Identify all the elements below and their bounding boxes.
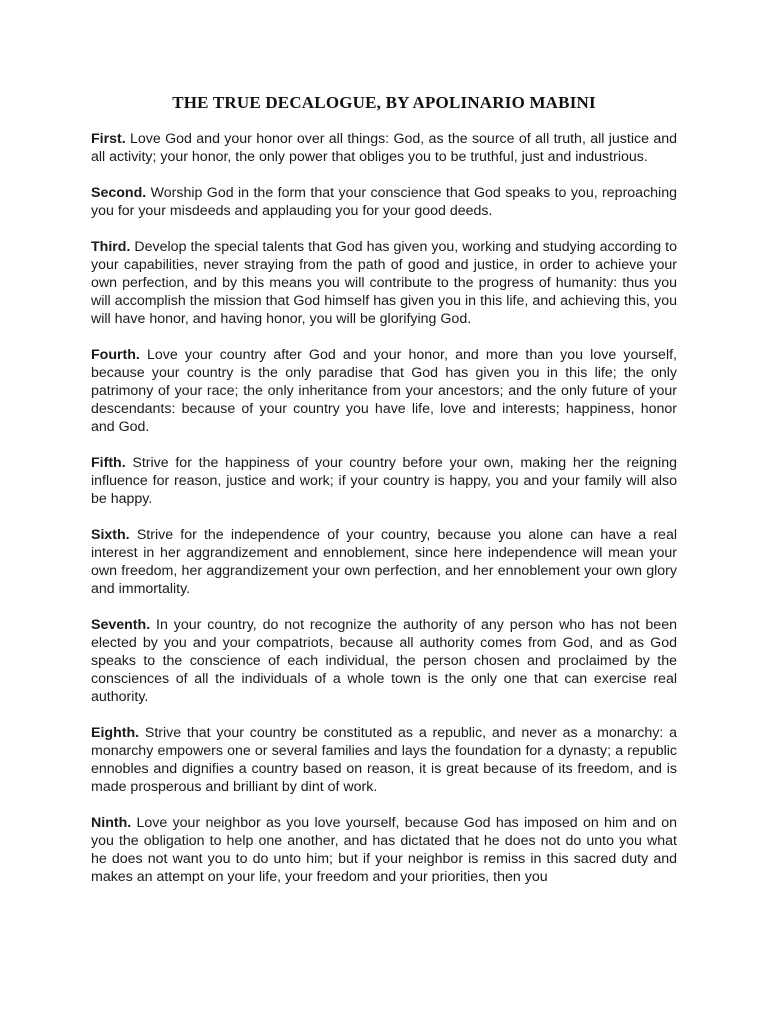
paragraph-third <box>91 238 677 328</box>
paragraph-label: Second. <box>91 185 147 201</box>
paragraph-ninth <box>91 814 677 886</box>
paragraph-first <box>91 130 677 166</box>
paragraph-label: First. <box>91 131 126 147</box>
paragraph-label: Eighth. <box>91 725 140 741</box>
document-title: THE TRUE DECALOGUE, BY APOLINARIO MABINI <box>172 93 596 112</box>
paragraph-fifth <box>91 454 677 508</box>
paragraph-text: Strive for the happiness of your country before your own, making her the reigning influence for reason, justice and work; if your country is happy, you and your family will also be happy. <box>91 455 677 507</box>
paragraph-text: Strive for the independence of your country, because you alone can have a real interest in her aggrandizement and ennoblement, since here independence will mean your own freedom, her aggrandizement your own perfection, and her ennoblement your own glory and immortality. <box>91 527 677 597</box>
paragraph-sixth <box>91 526 677 598</box>
paragraph-label: Third. <box>91 239 131 255</box>
paragraph-second <box>91 184 677 220</box>
paragraph-label: Seventh. <box>91 617 151 633</box>
paragraph-text: Love God and your honor over all things: God, as the source of all truth, all justice and all activity; your honor, the only power that obliges you to be truthful, just and industrious. <box>91 131 677 165</box>
paragraph-label: Fourth. <box>91 347 140 363</box>
paragraph-seventh <box>91 616 677 706</box>
paragraph-text: Love your country after God and your honor, and more than you love yourself, because your country is the only paradise that God has given you in this life; the only patrimony of your race; the only inheritance from your ancestors; and the only future of your descendants: because of your country you have life, love and interests; happiness, honor and God. <box>91 347 677 435</box>
paragraph-label: Ninth. <box>91 815 132 831</box>
paragraph-text: Develop the special talents that God has given you, working and studying according to your capabilities, never straying from the path of good and justice, in order to achieve your own perfection, and by this means you will contribute to the progress of humanity: thus you will accomplish the mission that God himself has given you in this life, and achieving this, you will have honor, and having honor, you will be glorifying God. <box>91 239 677 327</box>
paragraph-eighth <box>91 724 677 796</box>
paragraph-label: Fifth. <box>91 455 126 471</box>
paragraph-fourth <box>91 346 677 436</box>
paragraph-text: In your country, do not recognize the authority of any person who has not been elected by you and your compatriots, because all authority comes from God, and as God speaks to the conscience of each individual, the person chosen and proclaimed by the consciences of all the individuals of a whole town is the only one that can exercise real authority. <box>91 617 677 705</box>
paragraph-text: Strive that your country be constituted as a republic, and never as a monarchy: a monarchy empowers one or several families and lays the foundation for a dynasty; a republic ennobles and dignifies a country based on reason, it is great because of its freedom, and is made prosperous and brilliant by dint of work. <box>91 725 677 795</box>
paragraph-text: Worship God in the form that your conscience that God speaks to you, reproaching you for your misdeeds and applauding you for your good deeds. <box>91 185 677 219</box>
document-body <box>91 130 677 904</box>
paragraph-label: Sixth. <box>91 527 130 543</box>
paragraph-text: Love your neighbor as you love yourself, because God has imposed on him and on you the obligation to help one another, and has dictated that he does not do unto you what he does not want you to do unto him; but if your neighbor is remiss in this sacred duty and makes an attempt on your life, your freedom and your priorities, then you <box>91 815 677 885</box>
